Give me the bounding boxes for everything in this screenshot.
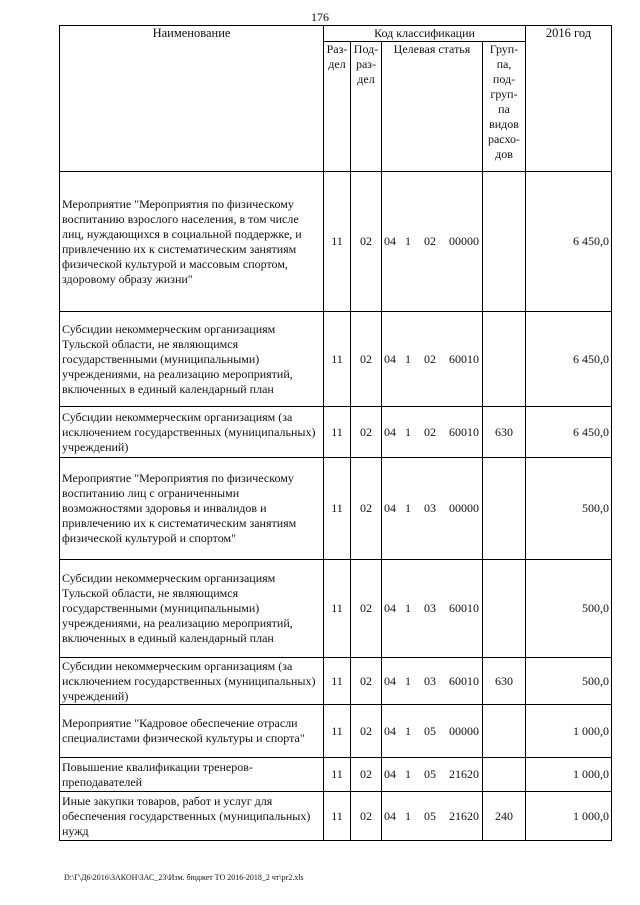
row-target-article: 04 1 03 00000 bbox=[382, 458, 483, 560]
row-subsection: 02 bbox=[351, 458, 382, 560]
row-subsection: 02 bbox=[351, 312, 382, 407]
row-group bbox=[483, 758, 526, 792]
header-name: Наименование bbox=[60, 26, 324, 172]
row-name: Субсидии некоммерческим организациям (за исключением государственных (муниципальных) учреждений) bbox=[60, 407, 324, 458]
row-group bbox=[483, 560, 526, 658]
row-group: 240 bbox=[483, 792, 526, 841]
row-subsection: 02 bbox=[351, 658, 382, 705]
row-name: Мероприятие "Мероприятия по физическому воспитанию взрослого населения, в том числе лиц, нуждающихся в социальной поддержке, и привлечению их к систематическим занятиям физической культурой и массовым спортом, здоровому образу жизни" bbox=[60, 172, 324, 312]
row-amount: 1 000,0 bbox=[526, 792, 612, 841]
page-number: 176 bbox=[311, 10, 329, 24]
header-classification: Код классификации bbox=[324, 26, 526, 42]
footer-file-path: D:\Г\Д6\2016\ЗАКОН\ЗАС_23\Изм. бюджет ТО 2016-2018_2 чт\pr2.xls bbox=[64, 873, 304, 882]
header-year: 2016 год bbox=[526, 26, 612, 172]
row-group bbox=[483, 172, 526, 312]
header-section: Раз- дел bbox=[324, 42, 351, 172]
row-subsection: 02 bbox=[351, 705, 382, 758]
row-target-article: 04 1 03 60010 bbox=[382, 658, 483, 705]
table-row bbox=[60, 312, 612, 407]
row-subsection: 02 bbox=[351, 758, 382, 792]
row-target-article: 04 1 05 21620 bbox=[382, 792, 483, 841]
row-target-article: 04 1 02 60010 bbox=[382, 407, 483, 458]
table-row bbox=[60, 792, 612, 841]
row-target-article: 04 1 05 00000 bbox=[382, 705, 483, 758]
table-row bbox=[60, 172, 612, 312]
row-subsection: 02 bbox=[351, 560, 382, 658]
row-group bbox=[483, 312, 526, 407]
row-target-article: 04 1 03 60010 bbox=[382, 560, 483, 658]
header-expense-group: Груп- па, под- груп- па видов расхо- дов bbox=[483, 42, 526, 172]
row-subsection: 02 bbox=[351, 407, 382, 458]
table-row bbox=[60, 458, 612, 560]
row-amount: 6 450,0 bbox=[526, 172, 612, 312]
row-amount: 1 000,0 bbox=[526, 705, 612, 758]
row-group bbox=[483, 705, 526, 758]
row-name: Субсидии некоммерческим организациям (за исключением государственных (муниципальных) учреждений) bbox=[60, 658, 324, 705]
row-section: 11 bbox=[324, 172, 351, 312]
row-section: 11 bbox=[324, 458, 351, 560]
row-target-article: 04 1 02 60010 bbox=[382, 312, 483, 407]
row-section: 11 bbox=[324, 658, 351, 705]
row-section: 11 bbox=[324, 792, 351, 841]
row-group bbox=[483, 458, 526, 560]
row-section: 11 bbox=[324, 560, 351, 658]
table-row bbox=[60, 560, 612, 658]
row-amount: 500,0 bbox=[526, 560, 612, 658]
row-amount: 6 450,0 bbox=[526, 312, 612, 407]
row-target-article: 04 1 05 21620 bbox=[382, 758, 483, 792]
row-amount: 1 000,0 bbox=[526, 758, 612, 792]
row-section: 11 bbox=[324, 312, 351, 407]
row-section: 11 bbox=[324, 407, 351, 458]
table-row bbox=[60, 658, 612, 705]
row-name: Субсидии некоммерческим организациям Тульской области, не являющимся государственными (муниципальными) учреждениями, на реализацию мероприятий, включенных в единый календарный план bbox=[60, 312, 324, 407]
row-target-article: 04 1 02 00000 bbox=[382, 172, 483, 312]
row-name: Иные закупки товаров, работ и услуг для обеспечения государственных (муниципальных) нужд bbox=[60, 792, 324, 841]
row-amount: 500,0 bbox=[526, 658, 612, 705]
row-name: Повышение квалификации тренеров-преподавателей bbox=[60, 758, 324, 792]
table-row bbox=[60, 758, 612, 792]
row-name: Субсидии некоммерческим организациям Тульской области, не являющимся государственными (муниципальными) учреждениями, на реализацию мероприятий, включенных в единый календарный план bbox=[60, 560, 324, 658]
row-group: 630 bbox=[483, 658, 526, 705]
row-amount: 6 450,0 bbox=[526, 407, 612, 458]
row-subsection: 02 bbox=[351, 792, 382, 841]
row-name: Мероприятие "Мероприятия по физическому воспитанию лиц с ограниченными возможностями здоровья и инвалидов и привлечению их к систематическим занятиям физической культурой и спортом" bbox=[60, 458, 324, 560]
row-name: Мероприятие "Кадровое обеспечение отрасли специалистами физической культуры и спорта" bbox=[60, 705, 324, 758]
row-section: 11 bbox=[324, 705, 351, 758]
row-amount: 500,0 bbox=[526, 458, 612, 560]
table-row bbox=[60, 705, 612, 758]
header-subsection: Под- раз- дел bbox=[351, 42, 382, 172]
row-section: 11 bbox=[324, 758, 351, 792]
table-row bbox=[60, 407, 612, 458]
row-group: 630 bbox=[483, 407, 526, 458]
header-target-article: Целевая статья bbox=[382, 42, 483, 172]
row-subsection: 02 bbox=[351, 172, 382, 312]
budget-table bbox=[59, 25, 612, 841]
